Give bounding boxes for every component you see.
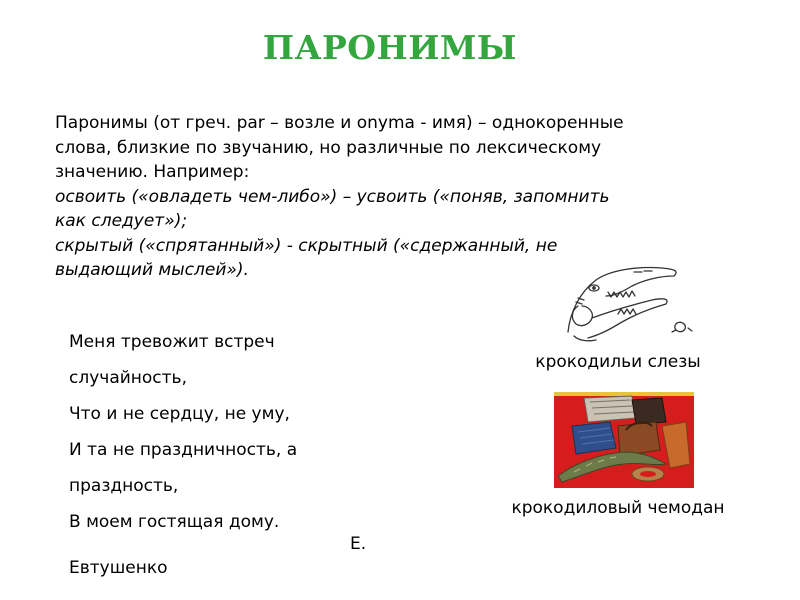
slide-title: ПАРОНИМЫ xyxy=(262,28,518,67)
poem-line: праздность, xyxy=(69,476,179,496)
poem-author-name: Евтушенко xyxy=(69,558,168,578)
crocodile-leather-goods-photo xyxy=(554,392,694,488)
definition-line: значению. Например: xyxy=(55,162,250,182)
poem-line: случайность, xyxy=(69,368,187,388)
caption-crocodile-tears: крокодильи слезы xyxy=(535,352,701,372)
definition-block xyxy=(55,111,755,283)
poem-line: И та не праздничность, а xyxy=(69,440,298,460)
poem-block xyxy=(69,327,389,543)
crocodile-sketch-icon xyxy=(548,262,700,346)
definition-line: Паронимы (от греч. par – возле и onyma - имя) – однокоренные xyxy=(55,113,624,133)
example-line: выдающий мыслей»). xyxy=(55,260,249,280)
poem-line: Что и не сердцу, не уму, xyxy=(69,404,290,424)
caption-crocodile-suitcase: крокодиловый чемодан xyxy=(511,498,725,518)
example-line: освоить («овладеть чем-либо») – усвоить («поняв, запомнить xyxy=(55,186,610,207)
definition-line: слова, близкие по звучанию, но различные по лексическому xyxy=(55,137,602,158)
example-line: скрытый («спрятанный») - скрытный («сдержанный, не xyxy=(55,235,558,256)
example-line: как следует»); xyxy=(55,211,188,231)
poem-line: Меня тревожит встреч xyxy=(69,332,275,352)
poem-line: В моем гостящая дому. xyxy=(69,512,280,532)
poem-author-initial: Е. xyxy=(350,534,367,554)
